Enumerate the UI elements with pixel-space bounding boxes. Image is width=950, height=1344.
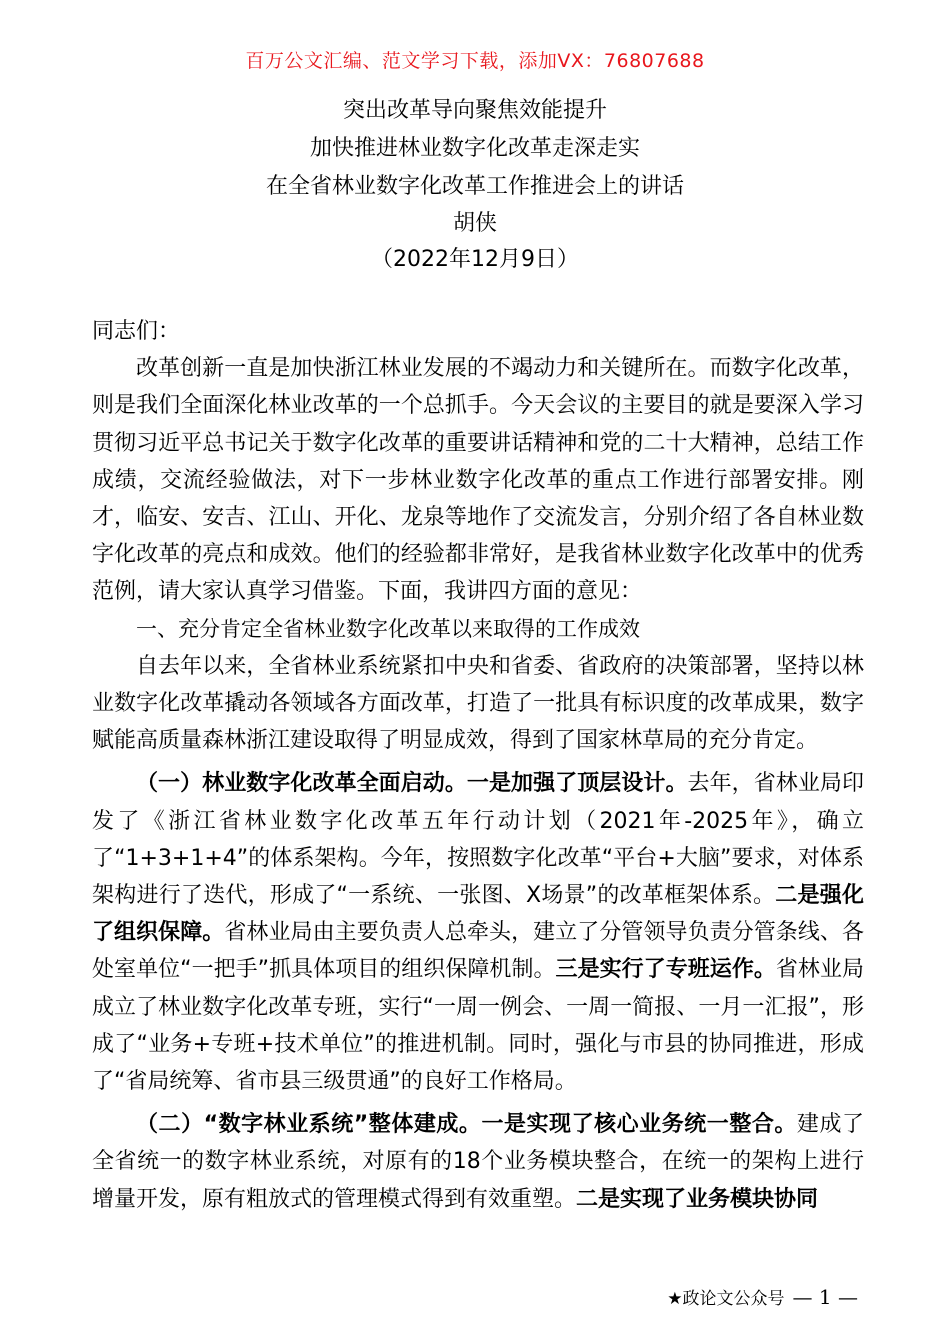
paragraph-achievements: 自去年以来，全省林业系统紧扣中央和省委、省政府的决策部署，坚持以林业数字化改革撬动各领域各方面改革，打造了一批具有标识度的改革成果，数字赋能高质量森林浙江建设取得了明显成效，得到了国家林草局的充分肯定。	[92, 653, 864, 754]
subsection-1-text-1: 去年，省林业局印发了《浙江省林业数字化改革五年行动计划（2021年-2025年》，确立了“1+3+1+4”的体系架构。今年，按照数字化改革“平台+大脑”要求，对体系架构进行了迭代，形成了“一系统、一张图、X场景”的改革框架体系。	[92, 771, 864, 909]
speech-date: （2022年12月9日）	[371, 247, 579, 272]
subsection-2-point-2: 二是实现了业务模块协同	[576, 1186, 819, 1212]
speech-body	[92, 313, 864, 1218]
paragraph-intro: 改革创新一直是加快浙江林业发展的不竭动力和关键所在。而数字化改革，则是我们全面深化林业改革的一个总抓手。今天会议的主要目的就是要深入学习贯彻习近平总书记关于数字化改革的重要讲话精神和党的二十大精神，总结工作成绩，交流经验做法，对下一步林业数字化改革的重点工作进行部署安排。刚才，临安、安吉、江山、开化、龙泉等地作了交流发言，分别介绍了各自林业数字化改革的亮点和成效。他们的经验都非常好，是我省林业数字化改革中的优秀范例，请大家认真学习借鉴。下面，我讲四方面的意见：	[92, 356, 864, 605]
subsection-2-heading: （二）“数字林业系统”整体建成。一是实现了核心业务统一整合。	[136, 1112, 797, 1138]
subsection-1-point-3: 三是实行了专班运作。	[555, 957, 776, 983]
footer-source: ★政论文公众号	[667, 1289, 785, 1309]
subsection-1-point-2: 二是强化了组织保障。	[92, 883, 864, 946]
title-line-1: 突出改革导向聚焦效能提升	[342, 98, 607, 123]
section-heading-1: 一、充分肯定全省林业数字化改革以来取得的工作成效	[136, 616, 640, 641]
salutation: 同志们：	[92, 319, 181, 344]
paragraph-subsection-2	[92, 1106, 864, 1218]
subsection-1-text-3: 省林业局成立了林业数字化改革专班，实行“一周一例会、一周一简报、一月一汇报”，形成了“业务+专班+技术单位”的推进机制。同时，强化与市县的协同推进，形成了“省局统筹、省市县三级贯通”的良好工作格局。	[92, 957, 864, 1095]
author: 胡侠	[452, 211, 497, 236]
page-number: — 1 —	[792, 1284, 858, 1309]
download-banner: 百万公文汇编、范文学习下载，添加VX：76807688	[245, 50, 705, 72]
paragraph-subsection-1	[92, 765, 864, 1100]
subsection-1-text-2: 省林业局由主要负责人总牵头，建立了分管领导负责分管条线、各处室单位“一把手”抓具体项目的组织保障机制。	[92, 920, 864, 983]
title-line-2: 加快推进林业数字化改革走深走实	[309, 136, 640, 161]
page-footer	[667, 1284, 858, 1309]
subsection-1-heading: （一）林业数字化改革全面启动。一是加强了顶层设计。	[136, 771, 688, 797]
title-line-3: 在全省林业数字化改革工作推进会上的讲话	[265, 174, 684, 199]
subsection-2-text-1: 建成了全省统一的数字林业系统，对原有的18个业务模块整合，在统一的架构上进行增量开发，原有粗放式的管理模式得到有效重塑。	[92, 1112, 864, 1212]
